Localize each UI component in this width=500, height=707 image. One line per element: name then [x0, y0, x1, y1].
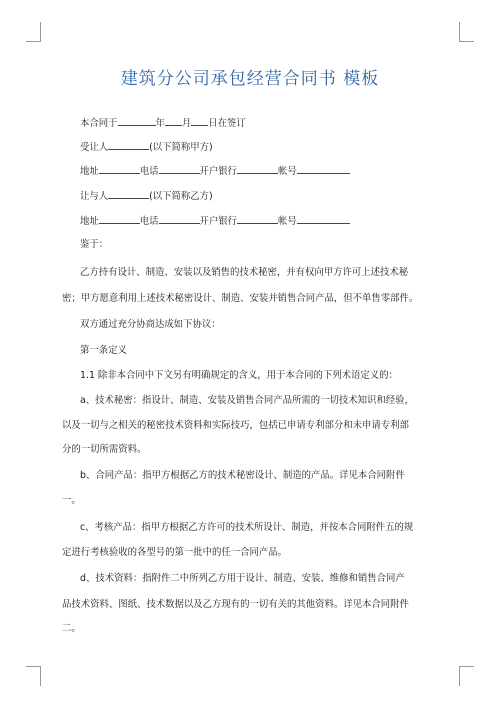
party-a-name-blank — [108, 188, 149, 199]
party-a-line — [80, 188, 213, 203]
crop-mark-bottom-right-v — [459, 666, 460, 686]
crop-mark-top-right-v — [459, 22, 460, 42]
definition-a-line-2: 以及一切与之相关的秘密技术资料和实际技巧，包括已申请专利部分和未申请专利部 — [62, 420, 409, 431]
crop-mark-top-left-v — [40, 22, 41, 42]
agreement-statement: 双方通过充分协商达成如下协议： — [80, 319, 221, 330]
party-b-bank-label: 开户银行 — [199, 166, 238, 177]
crop-mark-bottom-left-v — [40, 666, 41, 686]
definition-d-line-2: 品技术资料、图纸、技术数据以及乙方现有的一切有关的其他资料。详见本合同附件 — [62, 599, 409, 610]
year-label: 年 — [155, 118, 165, 129]
party-b-account-label: 帐号 — [278, 166, 297, 177]
party-a-bank-label: 开户银行 — [199, 216, 238, 227]
party-a-info-line — [80, 213, 350, 228]
party-b-account-blank — [297, 163, 350, 174]
party-b-name-blank — [108, 139, 149, 150]
definition-b-line-1: b、合同产品：指甲方根据乙方的技术秘密设计、制造的产品。详见本合同附件 — [80, 470, 405, 481]
crop-mark-top-right-h — [459, 41, 474, 42]
definition-c-line-2: 定进行考核验收的各型号的第一批中的任一合同产品。 — [62, 547, 288, 558]
definition-a-line-1: a、技术秘密：指设计、制造、安装及销售合同产品所需的一切技术知识和经验， — [80, 395, 414, 406]
party-a-bank-blank — [237, 213, 278, 224]
month-label: 月 — [181, 118, 192, 129]
contract-date-line — [80, 115, 246, 130]
month-blank — [165, 115, 182, 126]
party-a-phone-blank — [159, 213, 200, 224]
clause-1-1: 1.1 除非本合同中下文另有明确规定的含义，用于本合同的下列术语定义的： — [80, 370, 398, 381]
party-a-address-label: 地址 — [80, 216, 99, 227]
definition-d-line-3: 二。 — [62, 623, 81, 634]
day-blank — [191, 115, 208, 126]
party-b-label: 受让人 — [80, 142, 109, 153]
party-b-address-blank — [99, 163, 140, 174]
crop-mark-top-left-h — [26, 41, 41, 42]
party-a-label: 让与人 — [80, 191, 109, 202]
party-b-info-line — [80, 163, 350, 178]
whereas-heading: 鉴于： — [80, 239, 109, 250]
party-b-phone-label: 电话 — [139, 166, 159, 177]
definition-b-line-2: 一。 — [62, 495, 81, 506]
article-1-title: 第一条定义 — [80, 345, 127, 356]
party-a-account-blank — [297, 213, 350, 224]
party-b-phone-blank — [159, 163, 200, 174]
day-suffix: 日在签订 — [208, 118, 246, 129]
recital-line-2: 密；甲方愿意利用上述技术秘密设计、制造、安装并销售合同产品，但不单售零部件。 — [62, 293, 419, 304]
party-b-address-label: 地址 — [80, 166, 99, 177]
party-a-address-blank — [99, 213, 140, 224]
contract-date-prefix: 本合同于 — [80, 118, 118, 129]
crop-mark-bottom-right-h — [459, 666, 474, 667]
definition-a-line-3: 分的一切所需资料。 — [62, 444, 147, 455]
year-blank — [118, 115, 156, 126]
party-b-bank-blank — [237, 163, 278, 174]
document-title: 建筑分公司承包经营合同书 模板 — [120, 69, 380, 89]
party-a-phone-label: 电话 — [139, 216, 159, 227]
party-b-note: (以下简称甲方) — [149, 142, 213, 153]
party-a-note: (以下简称乙方) — [149, 191, 213, 202]
definition-d-line-1: d、技术资料：指附件二中所列乙方用于设计、制造、安装、维修和销售合同产 — [80, 573, 405, 584]
party-a-account-label: 帐号 — [278, 216, 297, 227]
definition-c-line-1: c、考核产品：指甲方根据乙方许可的技术所设计、制造，并按本合同附件五的规 — [80, 522, 414, 533]
party-b-line — [80, 139, 213, 154]
recital-line-1: 乙方持有设计、制造、安装以及销售的技术秘密，并有权向甲方许可上述技术秘 — [80, 267, 409, 278]
crop-mark-bottom-left-h — [26, 666, 41, 667]
